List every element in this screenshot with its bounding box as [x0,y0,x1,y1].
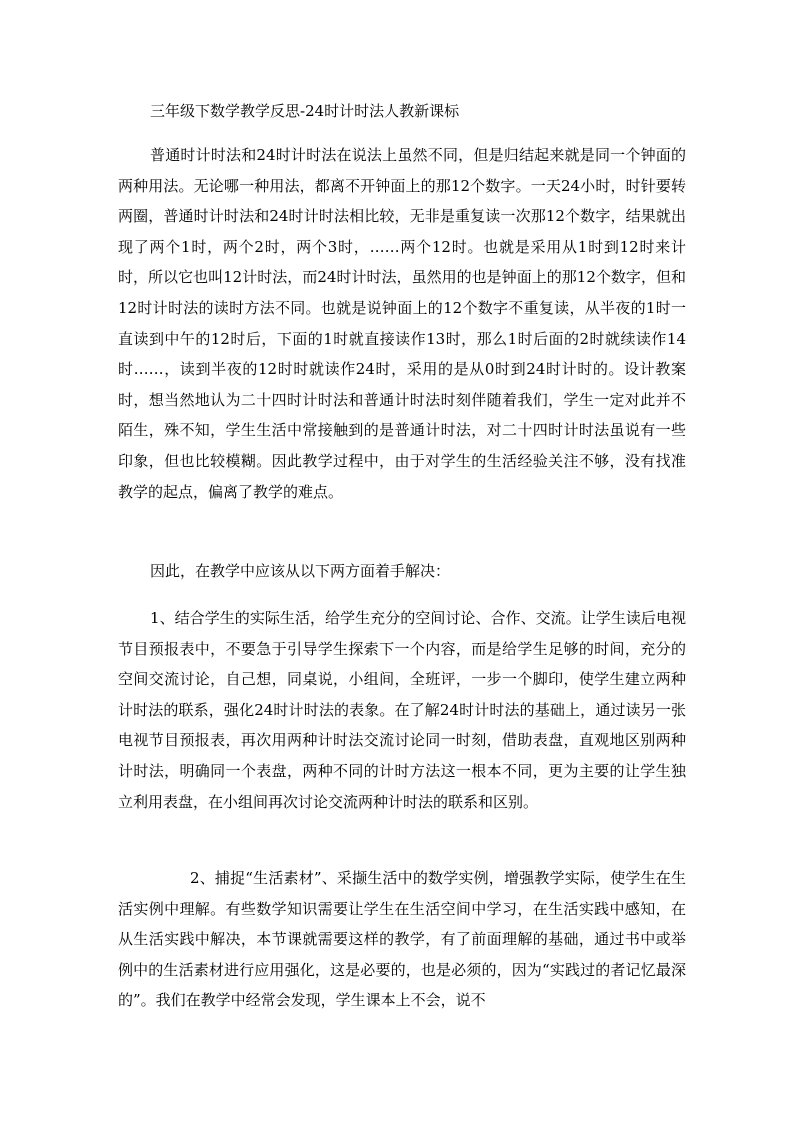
paragraph-4: 2、捕捉“生活素材”、采撷生活中的数学实例，增强教学实际，使学生在生活实例中理解。有些数学知识需要让学生在生活空间中学习，在生活实践中感知，在从生活实践中解决，本节课就需要这样的教学，有了前面理解的基础，通过书中或举例中的生活素材进行应用强化，这是必要的，也是必须的，因为“实践过的者记忆最深的”。我们在教学中经常会发现，学生课本上不会，说不 [118,869,686,1010]
paragraph-2: 因此，在教学中应该从以下两方面着手解决： [150,562,451,580]
document-title: 三年级下数学教学反思-24时计时法人教新课标 [150,102,460,120]
paragraph-1: 普通时计时法和24时计时法在说法上虽然不同，但是归结起来就是同一个钟面的两种用法。无论哪一种用法，都离不开钟面上的那12个数字。一天24小时，时针要转两圈，普通时计时法和24时计时法相比较，无非是重复读一次那12个数字，结果就出现了两个1时，两个2时，两个3时，……两个12时。也就是采用从1时到12时来计时，所以它也叫12计时法，而24时计时法，虽然用的也是钟面上的那12个数字，但和12时计时法的读时方法不同。也就是说钟面上的12个数字不重复读，从半夜的1时一直读到中午的12时后，下面的1时就直接读作13时，那么1时后面的2时就续读作14时……，读到半夜的12时时就读作24时，采用的是从0时到24时计时的。设计教案时，想当然地认为二十四时计时法和普通计时法时刻伴随着我们，学生一定对此并不陌生，殊不知，学生生活中常接触到的是普通计时法，对二十四时计时法虽说有一些印象，但也比较模糊。因此教学过程中，由于对学生的生活经验关注不够，没有找准教学的起点，偏离了教学的难点。 [118,146,686,501]
paragraph-3: 1、结合学生的实际生活，给学生充分的空间讨论、合作、交流。让学生读后电视节目预报表中，不要急于引导学生探索下一个内容，而是给学生足够的时间，充分的空间交流讨论，自己想，同桌说，小组间，全班评，一步一个脚印，使学生建立两种计时法的联系，强化24时计时法的表象。在了解24时计时法的基础上，通过读另一张电视节目预报表，再次用两种计时法交流讨论同一时刻，借助表盘，直观地区别两种计时法，明确同一个表盘，两种不同的计时方法这一根本不同，更为主要的让学生独立利用表盘，在小组间再次讨论交流两种计时法的联系和区别。 [118,609,686,811]
